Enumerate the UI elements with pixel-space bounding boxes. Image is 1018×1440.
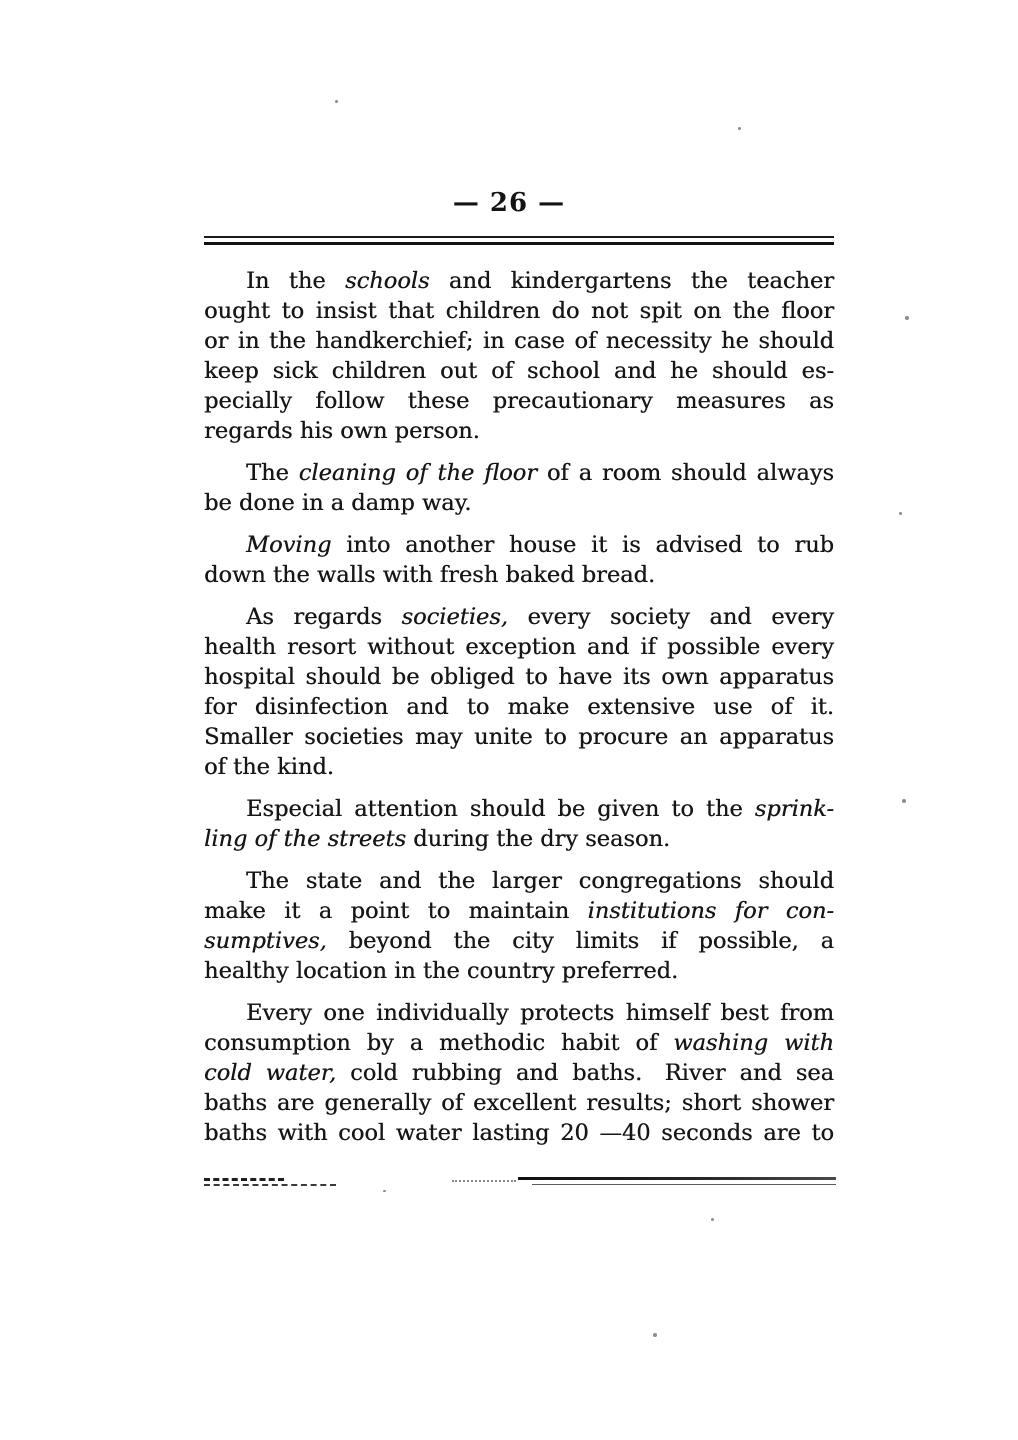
text-line: [204, 866, 834, 896]
italic-run: sprink-: [754, 796, 834, 822]
text-line: [204, 722, 834, 752]
text-line: [204, 926, 834, 956]
text-line: [204, 752, 834, 782]
text-line: [204, 326, 834, 356]
italic-run: cold water,: [204, 1060, 337, 1086]
paragraph: [204, 866, 834, 986]
text-line: [204, 794, 834, 824]
text-line: [204, 632, 834, 662]
text-run: or in the handkerchief; in case of necessity he should: [204, 328, 834, 354]
text-run: cold rubbing and baths. River and sea: [336, 1060, 834, 1086]
text-line: [204, 1028, 834, 1058]
text-run: healthy location in the country preferred.: [204, 958, 679, 984]
italic-run: cleaning of the floor: [298, 460, 537, 486]
text-run: into another house it is advised to rub: [331, 532, 834, 558]
scan-speck: [902, 799, 906, 803]
text-line: [204, 896, 834, 926]
italic-run: washing with: [673, 1030, 834, 1056]
text-line: [204, 1118, 834, 1148]
text-run: make it a point to maintain: [204, 898, 588, 924]
text-run: consumption by a methodic habit of: [204, 1030, 674, 1056]
page-text: [204, 266, 834, 1148]
text-run: during the dry season.: [406, 826, 671, 852]
text-run: be done in a damp way.: [204, 490, 472, 516]
text-line: [204, 956, 834, 986]
text-run: every society and every: [507, 604, 834, 630]
italic-run: ling of the streets: [204, 826, 407, 852]
scan-speck: [738, 127, 741, 130]
text-run: The state and the larger congregations should: [246, 868, 834, 894]
italic-run: Moving: [246, 532, 332, 558]
paragraph: [204, 602, 834, 782]
text-line: [204, 560, 834, 590]
scan-speck: [653, 1333, 657, 1337]
text-run: hospital should be obliged to have its own apparatus: [204, 664, 834, 690]
text-run: Every one individually protects himself best from: [246, 1000, 834, 1026]
text-run: In the: [246, 268, 346, 294]
italic-run: schools: [345, 268, 430, 294]
text-line: [204, 530, 834, 560]
text-run: baths with cool water lasting 20 —40 seconds are to: [204, 1120, 834, 1146]
bottom-rule-fragment: [204, 1184, 336, 1186]
text-run: of a room should always: [536, 460, 834, 486]
text-line: [204, 296, 834, 326]
bottom-rule-fragment: [518, 1177, 836, 1180]
text-line: [204, 692, 834, 722]
bottom-rule-fragment: [452, 1180, 516, 1182]
italic-run: sumptives,: [204, 928, 327, 954]
text-run: down the walls with fresh baked bread.: [204, 562, 656, 588]
text-run: pecially follow these precautionary measures as: [204, 388, 834, 414]
text-run: for disinfection and to make extensive use of it.: [204, 694, 834, 720]
text-run: As regards: [246, 604, 402, 630]
text-line: [204, 824, 834, 854]
text-line: [204, 602, 834, 632]
text-line: [204, 488, 834, 518]
text-run: ought to insist that children do not spit on the floor: [204, 298, 834, 324]
header-double-rule: [204, 236, 834, 245]
text-run: Smaller societies may unite to procure an apparatus: [204, 724, 834, 750]
italic-run: societies,: [401, 604, 508, 630]
text-line: [204, 416, 834, 446]
page-number: — 26 —: [452, 188, 566, 218]
paragraph: [204, 794, 834, 854]
text-line: [204, 1058, 834, 1088]
italic-run: institutions for con-: [587, 898, 834, 924]
paragraph: [204, 530, 834, 590]
bottom-rule-fragment: [532, 1184, 836, 1185]
text-line: [204, 458, 834, 488]
text-run: Especial attention should be given to the: [246, 796, 755, 822]
text-run: of the kind.: [204, 754, 334, 780]
text-line: [204, 998, 834, 1028]
bottom-rule-fragment: [204, 1178, 284, 1181]
text-run: regards his own person.: [204, 418, 480, 444]
text-line: [204, 662, 834, 692]
text-run: health resort without exception and if possible every: [204, 634, 834, 660]
paragraph: [204, 998, 834, 1148]
text-line: [204, 266, 834, 296]
scan-speck: [335, 100, 338, 103]
text-run: and kindergartens the teacher: [429, 268, 835, 294]
scan-speck: [383, 1190, 386, 1192]
text-line: [204, 386, 834, 416]
text-run: The: [246, 460, 299, 486]
scan-speck: [711, 1218, 714, 1221]
text-run: baths are generally of excellent results; short shower: [204, 1090, 834, 1116]
paragraph: [204, 458, 834, 518]
text-line: [204, 356, 834, 386]
text-line: [204, 1088, 834, 1118]
paragraph: [204, 266, 834, 446]
text-run: beyond the city limits if possible, a: [326, 928, 834, 954]
text-run: keep sick children out of school and he should es-: [204, 358, 834, 384]
scan-speck: [899, 512, 902, 515]
scan-speck: [905, 316, 909, 320]
